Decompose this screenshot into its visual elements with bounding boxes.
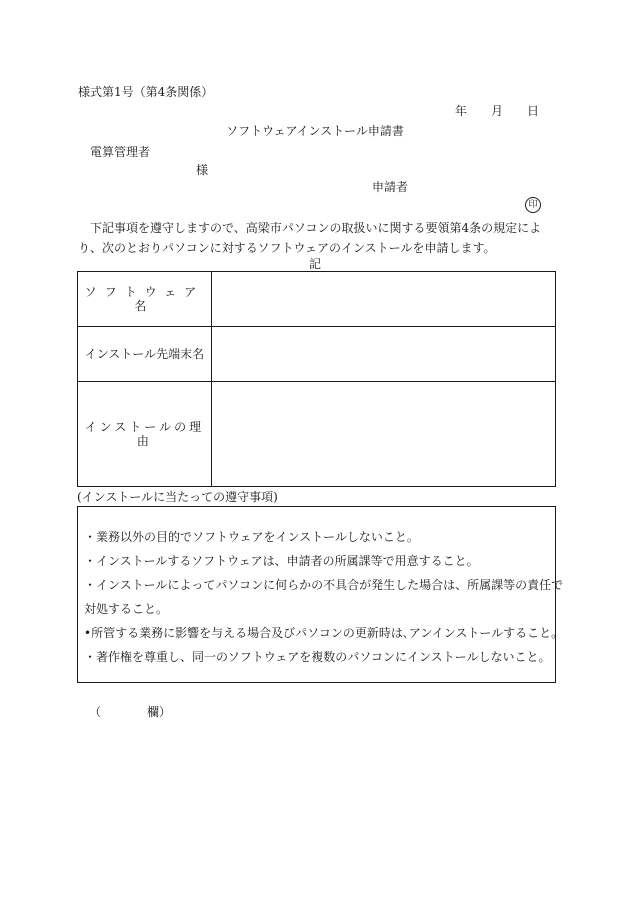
table-row [78, 382, 556, 487]
list-item: ・インストールによってパソコンに何らかの不具合が発生した場合は、所属課等の責任で [84, 578, 564, 592]
applicant-label: 申請者 [372, 180, 409, 194]
list-item: ・著作権を尊重し、同一のソフトウェアを複数のパソコンにインストールしないこと。 [84, 650, 551, 664]
ki-heading: 記 [308, 257, 321, 271]
table-row [78, 327, 556, 382]
date-year: 年 [455, 104, 468, 118]
table-row [78, 272, 556, 327]
install-reason-field[interactable] [211, 382, 555, 487]
rules-heading: (インストールに当たっての遵守事項) [77, 490, 278, 504]
row-label-software-name: ソフトウェア名 [78, 272, 212, 327]
list-item: ・インストールするソフトウェアは、申請者の所属課等で用意すること。 [84, 554, 479, 568]
honorific: 様 [196, 163, 209, 177]
addressee: 電算管理者 [90, 145, 151, 159]
software-name-field[interactable] [211, 272, 555, 327]
list-item: •所管する業務に影響を与える場合及びパソコンの更新時は､アンインストールすること。 [84, 626, 564, 640]
footer-note [89, 705, 171, 719]
row-label-install-reason: インストールの理由 [78, 382, 212, 487]
date-month: 月 [491, 104, 504, 118]
footer-open-paren: （ [89, 705, 102, 719]
application-table [77, 271, 556, 487]
terminal-name-field[interactable] [211, 327, 555, 382]
document-title: ソフトウェアインストール申請書 [226, 124, 404, 138]
date-day: 日 [527, 104, 540, 118]
list-item: ・業務以外の目的でソフトウェアをインストールしないこと。 [84, 530, 419, 544]
footer-label: 欄） [147, 705, 172, 719]
date-line [455, 104, 539, 118]
form-number: 様式第1号（第4条関係） [78, 85, 214, 99]
rules-list [78, 507, 564, 669]
row-label-terminal-name: インストール先端末名 [78, 327, 212, 382]
list-item: 対処すること。 [84, 602, 169, 616]
rules-box [77, 506, 564, 683]
seal-mark: 印 [525, 197, 541, 213]
intro-paragraph: 下記事項を遵守しますので、高梁市パソコンの取扱いに関する要領第4条の規定により、次のとおりパソコンに対するソフトウェアのインストールを申請します。 [78, 221, 542, 255]
